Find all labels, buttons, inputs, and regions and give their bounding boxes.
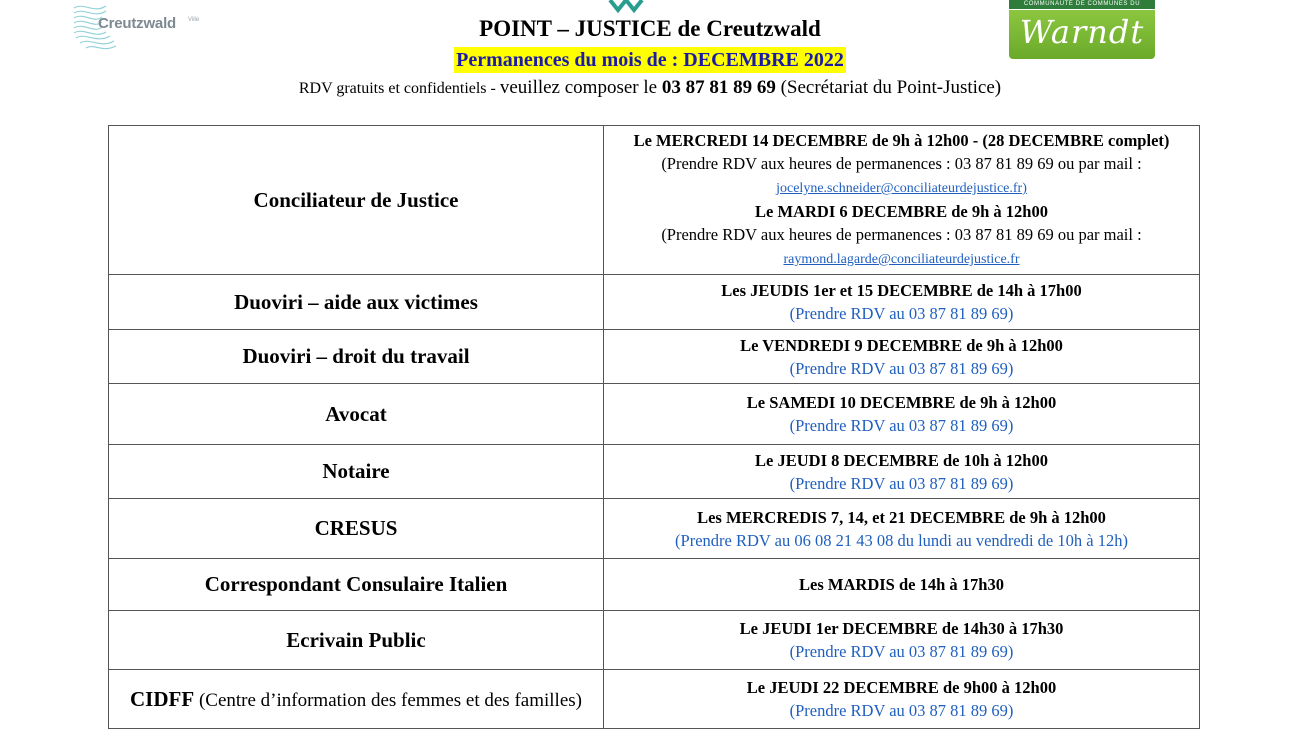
table-row [109,330,1200,384]
rdv-info [0,77,1300,99]
service-name: Duoviri – droit du travail [109,330,604,384]
subtitle-wrap [0,47,1300,73]
rdv-text-1: RDV gratuits et confidentiels - [298,80,500,97]
service-name: CRESUS [109,499,604,559]
schedule-line: Le JEUDI 22 DECEMBRE de 9h00 à 12h00 [746,678,1057,697]
rdv-line: (Prendre RDV au 06 08 21 43 08 du lundi au vendredi de 10h à 12h) [675,530,1128,550]
service-schedule [604,126,1200,275]
service-name: Notaire [109,445,604,499]
service-schedule [604,611,1200,670]
rdv-text-3: (Secrétariat du Point-Justice) [775,77,1002,98]
point-justice-logo-icon [608,0,644,14]
service-schedule [604,499,1200,559]
schedule-line: (Prendre RDV aux heures de permanences : 03 87 81 89 69 ou par mail : [661,154,1142,173]
service-name: Conciliateur de Justice [109,126,604,275]
service-cell [109,670,604,729]
table-row [109,126,1200,275]
service-name: CIDFF [130,686,195,711]
email-link[interactable]: jocelyne.schneider@conciliateurdejustice.fr) [776,181,1027,196]
schedule-line: Les MERCREDIS 7, 14, et 21 DECEMBRE de 9h à 12h00 [697,507,1106,527]
table-row [109,445,1200,499]
rdv-line: (Prendre RDV au 03 87 81 89 69) [789,416,1014,435]
logo-city-suffix: Ville [188,17,200,23]
schedule-line: Le JEUDI 1er DECEMBRE de 14h30 à 17h30 [739,619,1064,638]
service-note: (Centre d’information des femmes et des familles) [194,689,582,711]
service-schedule [604,275,1200,330]
service-schedule [604,330,1200,384]
table-row [109,499,1200,559]
schedule-line: Le MARDI 6 DECEMBRE de 9h à 12h00 [755,202,1048,221]
schedule-line: (Prendre RDV aux heures de permanences : 03 87 81 89 69 ou par mail : [661,225,1142,244]
schedule-line: Les MARDIS de 14h à 17h30 [799,575,1004,594]
service-name: Correspondant Consulaire Italien [109,559,604,611]
service-schedule [604,670,1200,729]
schedule-line: Les JEUDIS 1er et 15 DECEMBRE de 14h à 17h00 [721,281,1082,300]
service-schedule [604,384,1200,445]
table-row [109,559,1200,611]
rdv-text-2: veuillez composer le [499,77,662,98]
page-subtitle: Permanences du mois de : DECEMBRE 2022 [456,49,844,71]
rdv-line: (Prendre RDV au 03 87 81 89 69) [789,473,1014,493]
service-name: Duoviri – aide aux victimes [109,275,604,330]
rdv-line: (Prendre RDV au 03 87 81 89 69) [789,358,1014,378]
table-row [109,611,1200,670]
rdv-phone: 03 87 81 89 69 [661,77,776,98]
rdv-line: (Prendre RDV au 03 87 81 89 69) [789,304,1014,323]
permanences-table [108,125,1200,729]
table-row [109,275,1200,330]
service-schedule [604,445,1200,499]
schedule-line: Le JEUDI 8 DECEMBRE de 10h à 12h00 [755,450,1048,470]
schedule-line: Le VENDREDI 9 DECEMBRE de 9h à 12h00 [740,335,1063,355]
table-row [109,670,1200,729]
warndt-logo-word: Warndt [1019,13,1145,51]
rdv-line: (Prendre RDV au 03 87 81 89 69) [789,642,1014,661]
service-name: Ecrivain Public [109,611,604,670]
email-link[interactable]: raymond.lagarde@conciliateurdejustice.fr [783,252,1020,267]
table-row [109,384,1200,445]
page-title: POINT – JUSTICE de Creutzwald [479,16,821,41]
service-name: Avocat [109,384,604,445]
logo-city-name: Creutzwald [98,15,177,32]
schedule-line: Le MERCREDI 14 DECEMBRE de 9h à 12h00 - (28 DECEMBRE complet) [633,131,1170,150]
rdv-line: (Prendre RDV au 03 87 81 89 69) [789,701,1014,720]
service-schedule [604,559,1200,611]
schedule-line: Le SAMEDI 10 DECEMBRE de 9h à 12h00 [746,393,1057,412]
warndt-logo-caption: COMMUNAUTÉ DE COMMUNES DU [1009,0,1155,9]
